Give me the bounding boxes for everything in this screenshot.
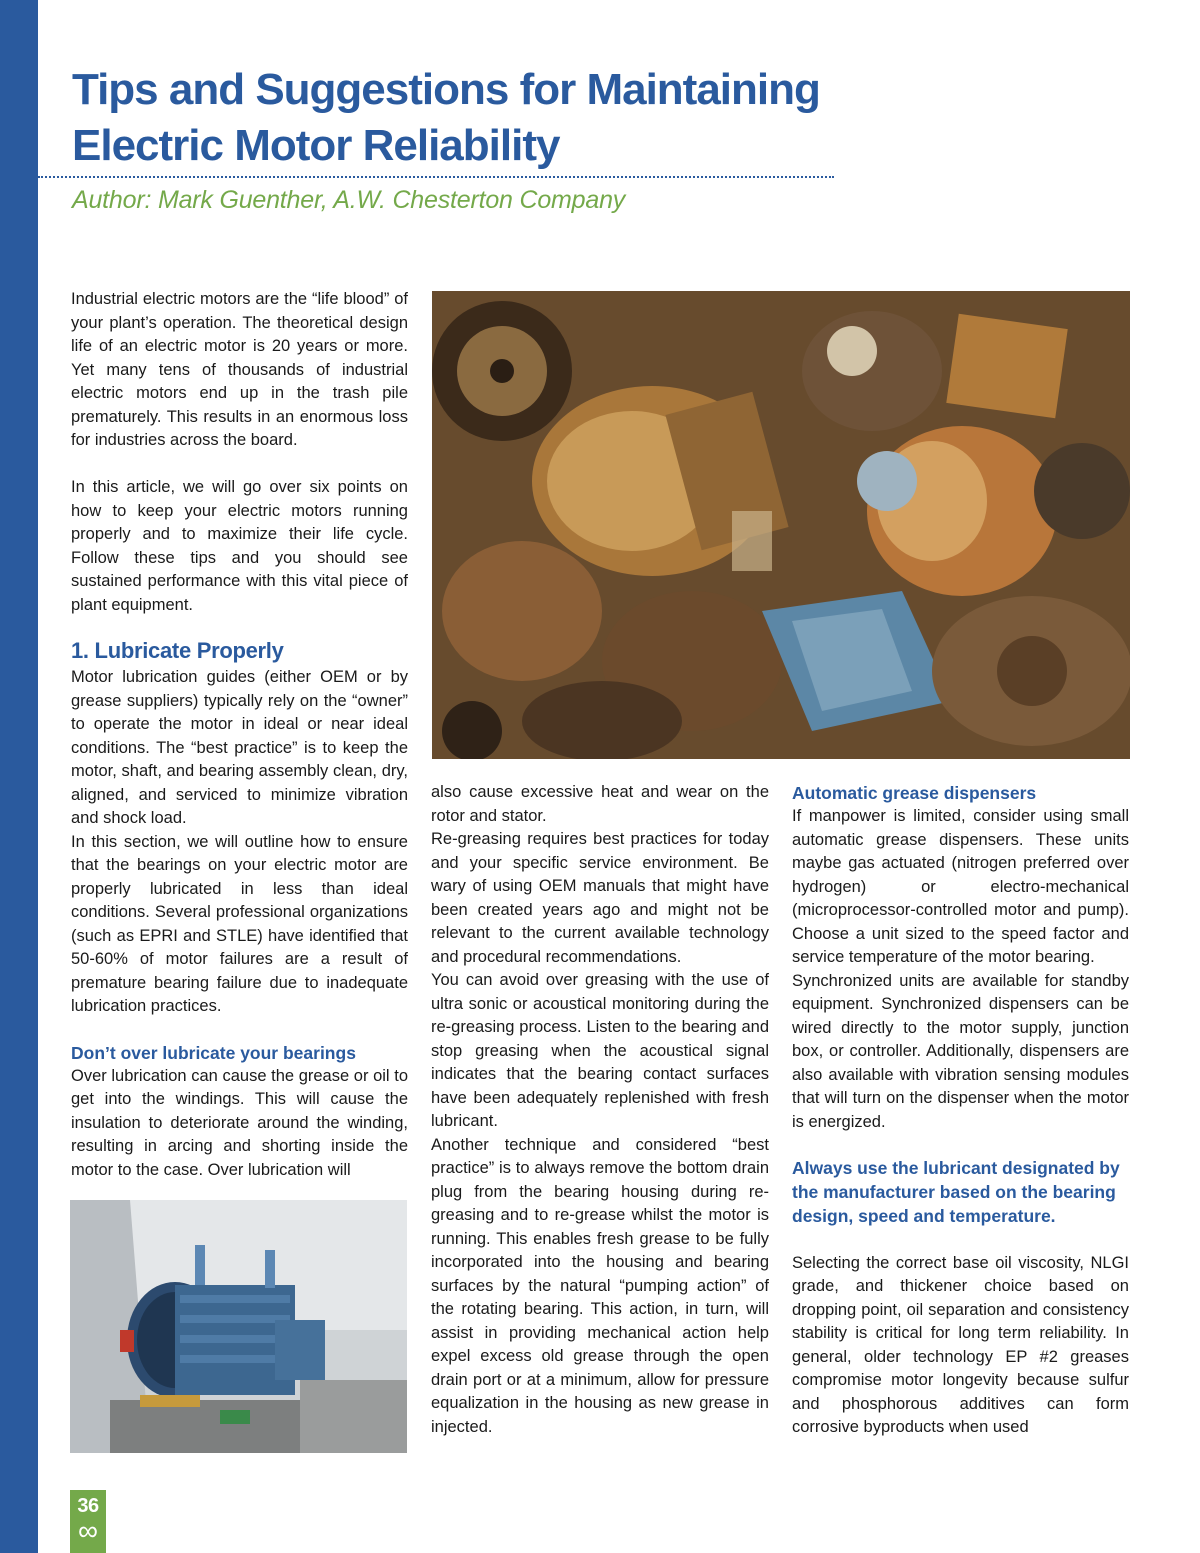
column-right (792, 781, 1129, 1440)
intro-paragraph: Industrial electric motors are the “life blood” of your plant’s operation. The theoretical design life of an electric motor is 20 years or more. Yet many tens of thousands of industrial electric motors end up in the trash pile prematurely. This results in an enormous loss for industries across the board. (71, 290, 408, 449)
intro-paragraph: In this article, we will go over six points on how to keep your electric motors running properly and to maximize their life cycle. Follow these tips and you should see sustained performance with this vital piece of plant equipment. (71, 478, 408, 614)
body-paragraph: You can avoid over greasing with the use of ultra sonic or acoustical monitoring during the re-greasing process. Listen to the bearing and stop greasing when the acoustical signal indicates that the bearing contact surfaces have been adequately replenished with fresh lubricant. (431, 971, 769, 1130)
title-line-1: Tips and Suggestions for Maintaining (72, 65, 820, 114)
page-number: 36 (77, 1495, 99, 1517)
infinity-icon: ∞ (78, 1515, 98, 1546)
section-heading-lubricate: 1. Lubricate Properly (71, 638, 284, 663)
article-title (72, 62, 872, 174)
subheading-auto-dispensers: Automatic grease dispensers (792, 783, 1037, 803)
column-left (71, 288, 408, 1182)
blue-motor-photo (70, 1200, 407, 1453)
subheading-over-lubricate: Don’t over lubricate your bearings (71, 1042, 356, 1063)
title-divider (38, 176, 834, 178)
subheading-lubricant: Always use the lubricant designated by the manufacturer based on the bearing design, speed and temperature. (792, 1158, 1120, 1226)
page-number-badge (70, 1490, 106, 1553)
body-paragraph: Another technique and considered “best practice” is to always remove the bottom drain plug from the bearing housing during re-greasing and to re-grease whilst the motor is running. This enables fresh grease to be fully incorporated into the housing and bearing surfaces by the natural “pumping action” of the rotating bearing. This action, in turn, will assist in providing mechanical action help expel excess old grease through the open drain port or at a minimum, allow for pressure equalization in the housing as new grease in injected. (431, 1135, 769, 1436)
title-line-2: Electric Motor Reliability (72, 121, 560, 170)
body-paragraph: Motor lubrication guides (either OEM or by grease suppliers) typically rely on the “owner” to operate the motor in ideal or near ideal conditions. The “best practice” is to keep the motor, shaft, and bearing assembly clean, dry, aligned, and serviced to minimize vibration and shock load. (71, 668, 408, 827)
body-paragraph: also cause excessive heat and wear on the rotor and stator. (431, 783, 769, 825)
column-middle (431, 781, 769, 1439)
left-accent-bar (0, 0, 38, 1553)
body-paragraph: In this section, we will outline how to ensure that the bearings on your electric motor are properly lubricated in less than ideal conditions. Several professional organizations (such as EPRI and STLE) have identified that 50-60% of motor failures are a result of premature bearing failure due to inadequate lubrication practices. (71, 832, 408, 1015)
body-paragraph: If manpower is limited, consider using small automatic grease dispensers. These units maybe gas actuated (nitrogen preferred over hydrogen) or electro-mechanical (microprocessor-controlled motor and pump). Choose a unit sized to the speed factor and service temperature of the motor bearing. (792, 807, 1129, 966)
body-paragraph: Synchronized units are available for standby equipment. Synchronized dispensers can be wired directly to the motor supply, junction box, or controller. Additionally, dispensers are also available with vibration sensing modules that will turn on the dispenser when the motor is energized. (792, 971, 1129, 1131)
body-paragraph: Selecting the correct base oil viscosity, NLGI grade, and thickener choice based on dropping point, oil separation and consistency stability is critical for long term reliability. In general, older technology EP #2 greases compromise motor longevity because sulfur and phosphorous additives can form corrosive byproducts when used (792, 1253, 1129, 1436)
author-byline: Author: Mark Guenther, A.W. Chesterton Company (72, 186, 626, 214)
body-paragraph: Re-greasing requires best practices for today and your specific service environment. Be wary of using OEM manuals that might have been created years ago and might not be relevant to the current available technology and procedural recommendations. (431, 830, 769, 966)
scrap-motors-photo (432, 291, 1130, 759)
body-paragraph: Over lubrication can cause the grease or oil to get into the windings. This will cause the insulation to deteriorate around the winding, resulting in arcing and shorting inside the motor to the case. Over lubrication will (71, 1066, 408, 1179)
